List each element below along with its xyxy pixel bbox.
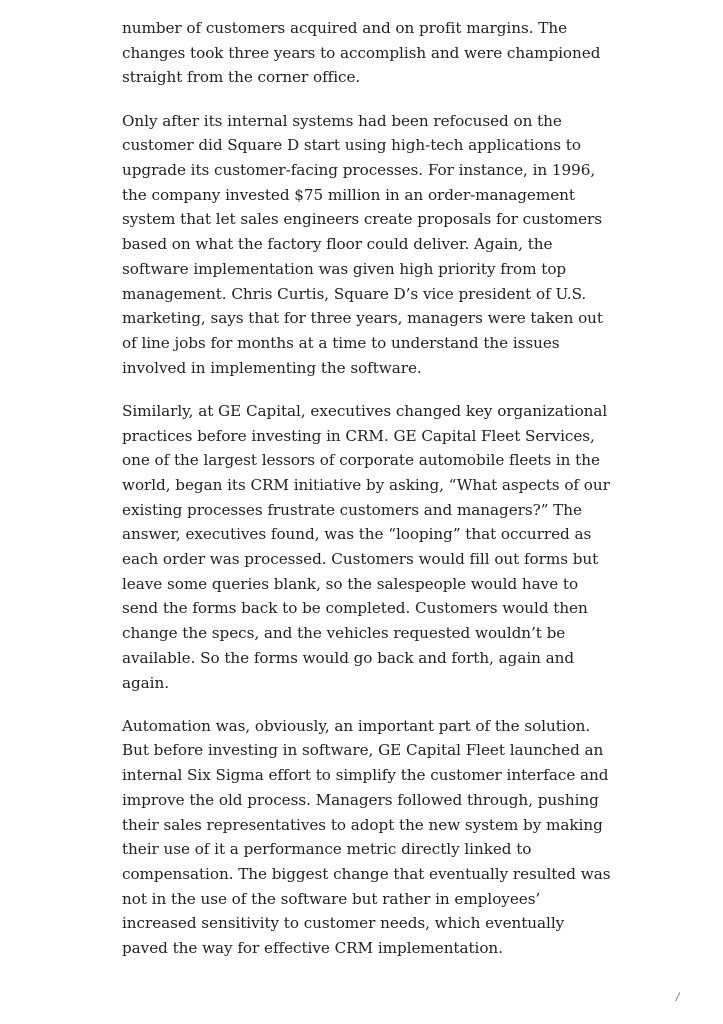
paragraph-2: Only after its internal systems had been refocused on the customer did Square D start using high-tech applications to upgrade its customer-facing processes. For instance, in 1996, the company invested $75 million in an order-management system that let sales engineers create proposals for customers based on what the factory floor could deliver. Again, the software implementation was given high priority from top management. Chris Curtis, Square D’s vice president of U.S. marketing, says that for three years, managers were taken out of line jobs for months at a time to understand the issues involved in implementing the software.	[122, 111, 603, 377]
article-body	[122, 16, 612, 979]
paragraph-1: number of customers acquired and on profit margins. The changes took three years to accomplish and were championed straight from the corner office.	[122, 19, 601, 87]
paragraph-4: Automation was, obviously, an important part of the solution. But before investing in software, GE Capital Fleet launched an internal Six Sigma effort to simplify the customer interface and improve the old process. Managers followed through, pushing their sales representatives to adopt the new system by making their use of it a performance metric directly linked to compensation. The biggest change that eventually resulted was not in the use of the software but rather in employees’ increased sensitivity to customer needs, which eventually paved the way for effective CRM implementation.	[122, 716, 611, 958]
page-mark: /	[676, 992, 680, 1003]
paragraph-3: Similarly, at GE Capital, executives changed key organizational practices before investing in CRM. GE Capital Fleet Services, one of the largest lessors of corporate automobile fleets in the world, began its CRM initiative by asking, “What aspects of our existing processes frustrate customers and managers?” The answer, executives found, was the “looping” that occurred as each order was processed. Customers would fill out forms but leave some queries blank, so the salespeople would have to send the forms back to be completed. Customers would then change the specs, and the vehicles requested wouldn’t be available. So the forms would go back and forth, again and again.	[122, 401, 610, 692]
